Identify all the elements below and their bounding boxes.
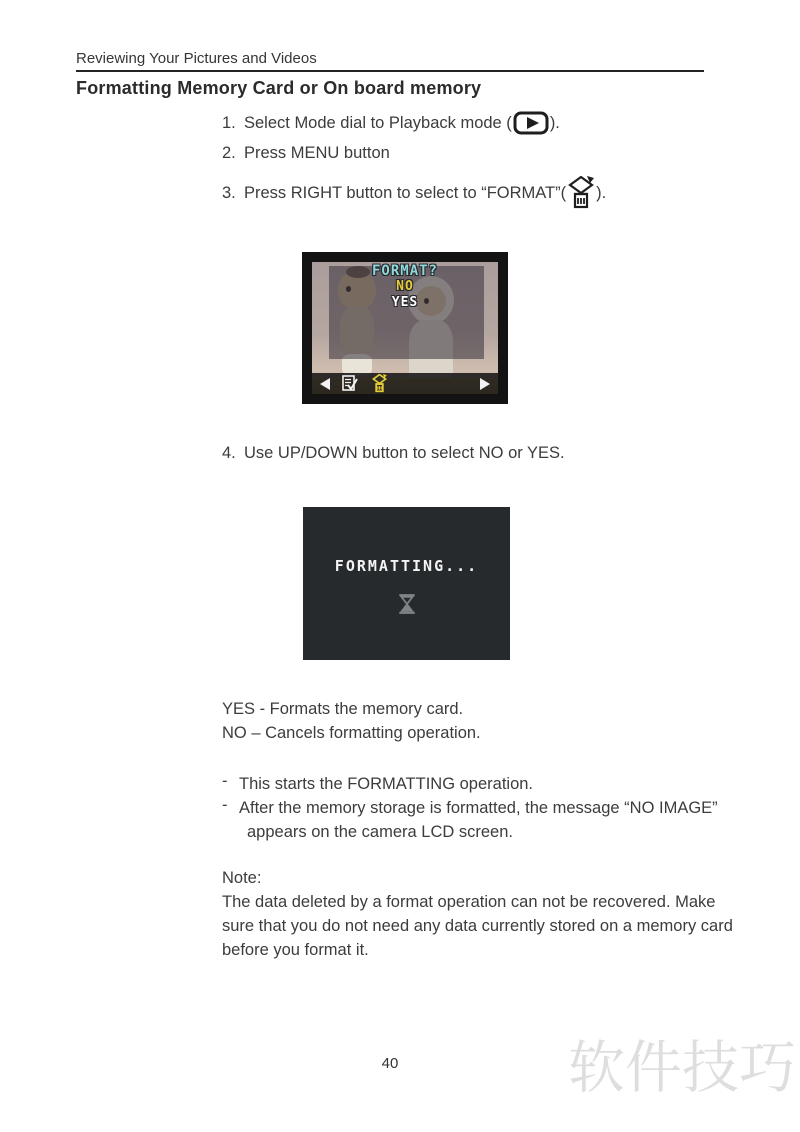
page-number: 40 <box>381 1055 399 1072</box>
page-title: Formatting Memory Card or On board memory <box>76 78 482 98</box>
note-line-3: before you format it. <box>222 941 369 959</box>
note-line-1: The data deleted by a format operation can not be recovered. Make <box>222 893 716 911</box>
step-1-text: Select Mode dial to Playback mode ( <box>244 113 512 132</box>
no-explanation: NO – Cancels formatting operation. <box>222 724 481 742</box>
right-arrow-icon[interactable] <box>480 378 490 390</box>
bullet-2-dash: - <box>222 796 228 814</box>
note-line-2: sure that you do not need any data currently stored on a memory card <box>222 917 733 935</box>
bullet-1 <box>222 772 533 796</box>
step-1-number: 1. <box>222 113 236 132</box>
step-2-text: Press MENU button <box>244 144 390 162</box>
bullet-1-text: This starts the FORMATTING operation. <box>239 775 534 793</box>
step-3-number: 3. <box>222 183 236 202</box>
step-2-number: 2. <box>222 144 236 162</box>
step-3-text-end: ). <box>596 183 607 202</box>
bullet-1-dash: - <box>222 772 228 790</box>
menu-list-icon[interactable] <box>342 375 358 392</box>
option-yes[interactable]: YES <box>391 295 419 310</box>
left-arrow-icon[interactable] <box>320 378 330 390</box>
lcd-bottom-bar <box>312 373 498 394</box>
step-4 <box>222 444 565 463</box>
header-rule <box>76 70 704 72</box>
option-no[interactable]: NO <box>396 279 414 294</box>
step-4-text: Use UP/DOWN button to select NO or YES. <box>244 444 565 462</box>
note-label: Note: <box>222 869 262 887</box>
step-4-number: 4. <box>222 444 236 462</box>
step-1 <box>222 111 560 135</box>
lcd-screenshot-format-menu <box>302 252 508 404</box>
yes-explanation: YES - Formats the memory card. <box>222 700 464 718</box>
step-3 <box>222 172 606 214</box>
bullet-2-line-2: appears on the camera LCD screen. <box>247 823 513 841</box>
format-icon <box>567 176 595 210</box>
step-2 <box>222 144 390 163</box>
bullet-2-line-1: After the memory storage is formatted, the message “NO IMAGE” <box>239 799 718 817</box>
format-trash-icon[interactable] <box>370 374 389 393</box>
step-1-text-end: ). <box>549 113 560 132</box>
format-menu-text <box>312 263 498 311</box>
bullet-2 <box>222 796 718 844</box>
formatting-message: FORMATTING... <box>334 557 479 575</box>
format-question: FORMAT? <box>371 263 438 279</box>
running-header: Reviewing Your Pictures and Videos <box>76 50 317 67</box>
playback-mode-icon <box>513 111 549 135</box>
step-3-text: Press RIGHT button to select to “FORMAT”( <box>244 183 567 202</box>
lcd-screenshot-formatting <box>303 507 510 660</box>
watermark: 软件技巧 <box>568 1036 796 1100</box>
lcd-photo-background <box>312 262 498 394</box>
hourglass-icon <box>303 593 510 615</box>
